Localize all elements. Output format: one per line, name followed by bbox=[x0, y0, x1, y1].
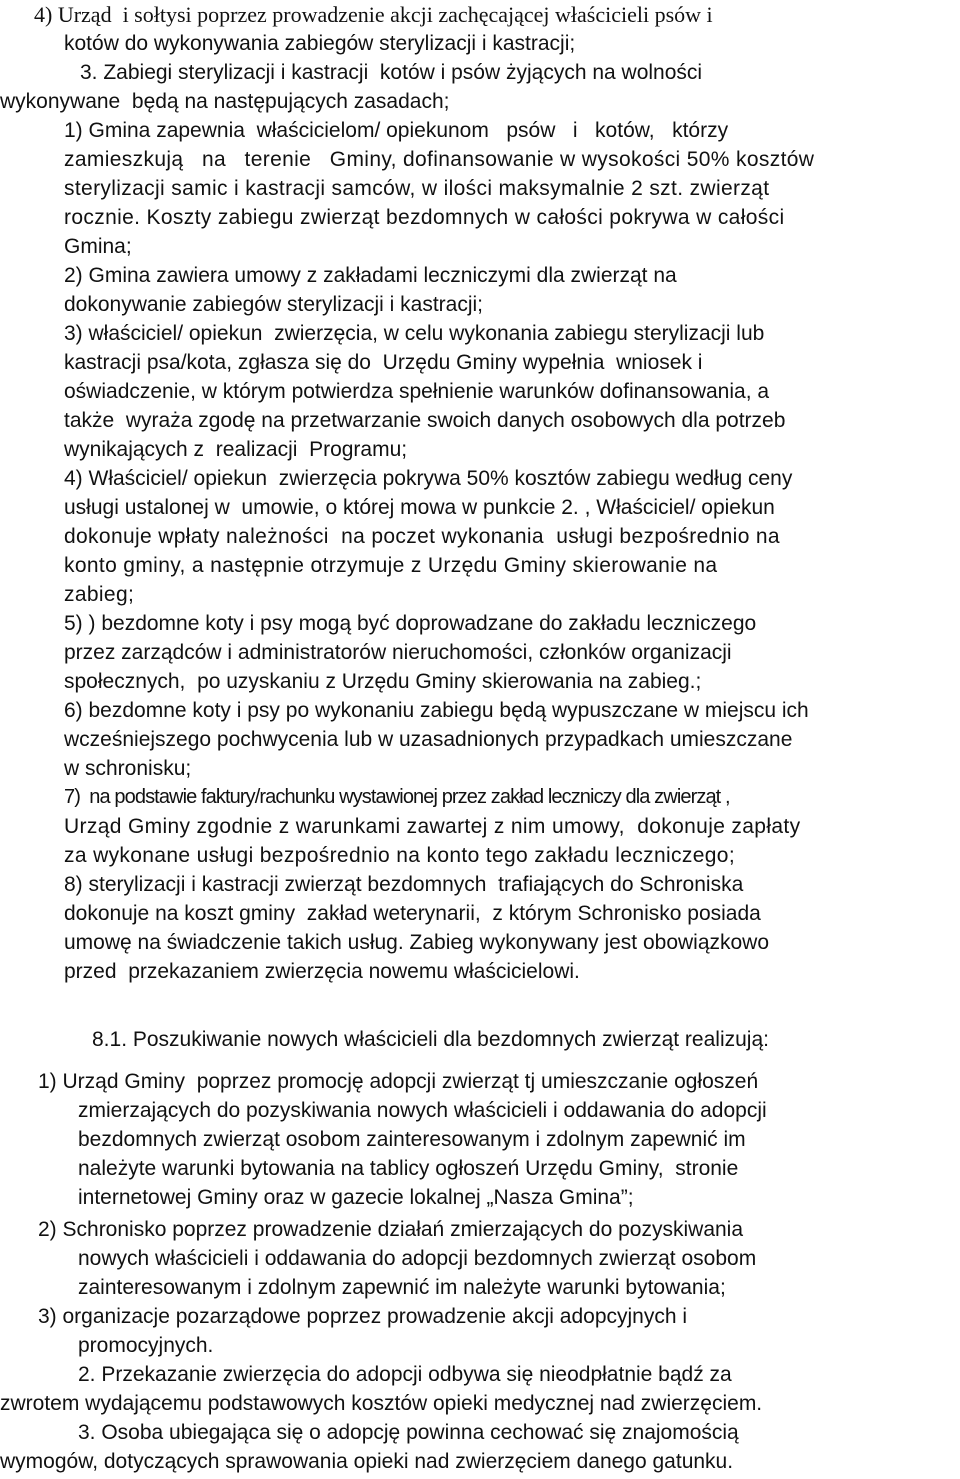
text-line: Gmina; bbox=[64, 235, 132, 258]
text-line: 1) Gmina zapewnia właścicielom/ opiekunom psów i kotów, którzy bbox=[64, 119, 729, 142]
text-line: 2) Schronisko poprzez prowadzenie działań zmierzających do pozyskiwania bbox=[38, 1218, 744, 1241]
text-line: 8) sterylizacji i kastracji zwierząt bezdomnych trafiających do Schroniska bbox=[64, 873, 744, 896]
text-line: 1) Urząd Gminy poprzez promocję adopcji zwierząt tj umieszczanie ogłoszeń bbox=[38, 1070, 759, 1093]
text-line: 2) Gmina zawiera umowy z zakładami leczniczymi dla zwierząt na bbox=[64, 264, 677, 287]
text-line: zmierzających do pozyskiwania nowych właścicieli i oddawania do adopcji bbox=[78, 1099, 767, 1122]
text-line: zwrotem wydającemu podstawowych kosztów opieki medycznej nad zwierzęciem. bbox=[0, 1392, 763, 1415]
text-line: oświadczenie, w którym potwierdza spełnienie warunków dofinansowania, a bbox=[64, 380, 770, 403]
text-line: rocznie. Koszty zabiegu zwierząt bezdomnych w całości pokrywa w całości bbox=[64, 206, 785, 229]
text-line: przez zarządców i administratorów nieruchomości, członków organizacji bbox=[64, 641, 732, 664]
text-line: zabieg; bbox=[64, 583, 135, 606]
text-line: przed przekazaniem zwierzęcia nowemu właścicielowi. bbox=[64, 960, 580, 983]
text-line: kotów do wykonywania zabiegów sterylizacji i kastracji; bbox=[64, 32, 576, 55]
text-line: dokonuje wpłaty należności na poczet wykonania usługi bezpośrednio na bbox=[64, 525, 780, 548]
text-line: umowę na świadczenie takich usług. Zabieg wykonywany jest obowiązkowo bbox=[64, 931, 770, 954]
text-line: zamieszkują na terenie Gminy, dofinansowanie w wysokości 50% kosztów bbox=[64, 148, 815, 171]
text-line: za wykonane usługi bezpośrednio na konto tego zakładu leczniczego; bbox=[64, 844, 736, 867]
text-line: promocyjnych. bbox=[78, 1334, 214, 1357]
text-line: wcześniejszego pochwycenia lub w uzasadnionych przypadkach umieszczane bbox=[64, 728, 793, 751]
text-line: społecznych, po uzyskaniu z Urzędu Gminy skierowania na zabieg.; bbox=[64, 670, 702, 693]
text-line: wymogów, dotyczących sprawowania opieki nad zwierzęciem danego gatunku. bbox=[0, 1450, 734, 1473]
text-line: nowych właścicieli i oddawania do adopcji bezdomnych zwierząt osobom bbox=[78, 1247, 757, 1270]
text-line: bezdomnych zwierząt osobom zainteresowanym i zdolnym zapewnić im bbox=[78, 1128, 746, 1151]
text-line: dokonuje na koszt gminy zakład weterynarii, z którym Schronisko posiada bbox=[64, 902, 761, 925]
text-line: 4) Urząd i sołtysi poprzez prowadzenie akcji zachęcającej właścicieli psów i bbox=[34, 2, 713, 27]
text-line: dokonywanie zabiegów sterylizacji i kastracji; bbox=[64, 293, 484, 316]
text-line: sterylizacji samic i kastracji samców, w ilości maksymalnie 2 szt. zwierząt bbox=[64, 177, 770, 200]
section-heading: 8.1. Poszukiwanie nowych właścicieli dla bezdomnych zwierząt realizują: bbox=[92, 1028, 769, 1051]
text-line: także wyraża zgodę na przetwarzanie swoich danych osobowych dla potrzeb bbox=[64, 409, 786, 432]
text-line: kastracji psa/kota, zgłasza się do Urzędu Gminy wypełnia wniosek i bbox=[64, 351, 703, 374]
text-line: 5) ) bezdomne koty i psy mogą być doprowadzane do zakładu leczniczego bbox=[64, 612, 757, 635]
text-line: 3. Osoba ubiegająca się o adopcję powinna cechować się znajomością bbox=[78, 1421, 739, 1444]
text-line: należyte warunki bytowania na tablicy ogłoszeń Urzędu Gminy, stronie bbox=[78, 1157, 739, 1180]
text-line: zainteresowanym i zdolnym zapewnić im należyte warunki bytowania; bbox=[78, 1276, 726, 1299]
text-line: 3) właściciel/ opiekun zwierzęcia, w celu wykonania zabiegu sterylizacji lub bbox=[64, 322, 765, 345]
text-line: Urząd Gminy zgodnie z warunkami zawartej z nim umowy, dokonuje zapłaty bbox=[64, 815, 801, 838]
text-line: internetowej Gminy oraz w gazecie lokalnej „Nasza Gmina”; bbox=[78, 1186, 634, 1209]
text-line: usługi ustalonej w umowie, o której mowa w punkcie 2. , Właściciel/ opiekun bbox=[64, 496, 775, 519]
text-line: konto gminy, a następnie otrzymuje z Urzędu Gminy skierowanie na bbox=[64, 554, 718, 577]
text-line: 2. Przekazanie zwierzęcia do adopcji odbywa się nieodpłatnie bądź za bbox=[78, 1363, 732, 1386]
text-line: w schronisku; bbox=[64, 757, 192, 780]
text-line: 7) na podstawie faktury/rachunku wystawionej przez zakład leczniczy dla zwierząt , bbox=[64, 786, 730, 808]
text-line: 3) organizacje pozarządowe poprzez prowadzenie akcji adopcyjnych i bbox=[38, 1305, 688, 1328]
text-line: 6) bezdomne koty i psy po wykonaniu zabiegu będą wypuszczane w miejscu ich bbox=[64, 699, 809, 722]
text-line: wynikających z realizacji Programu; bbox=[64, 438, 408, 461]
text-line: wykonywane będą na następujących zasadach; bbox=[0, 90, 450, 113]
text-line: 3. Zabiegi sterylizacji i kastracji kotów i psów żyjących na wolności bbox=[80, 61, 703, 84]
text-line: 4) Właściciel/ opiekun zwierzęcia pokrywa 50% kosztów zabiegu według ceny bbox=[64, 467, 793, 490]
